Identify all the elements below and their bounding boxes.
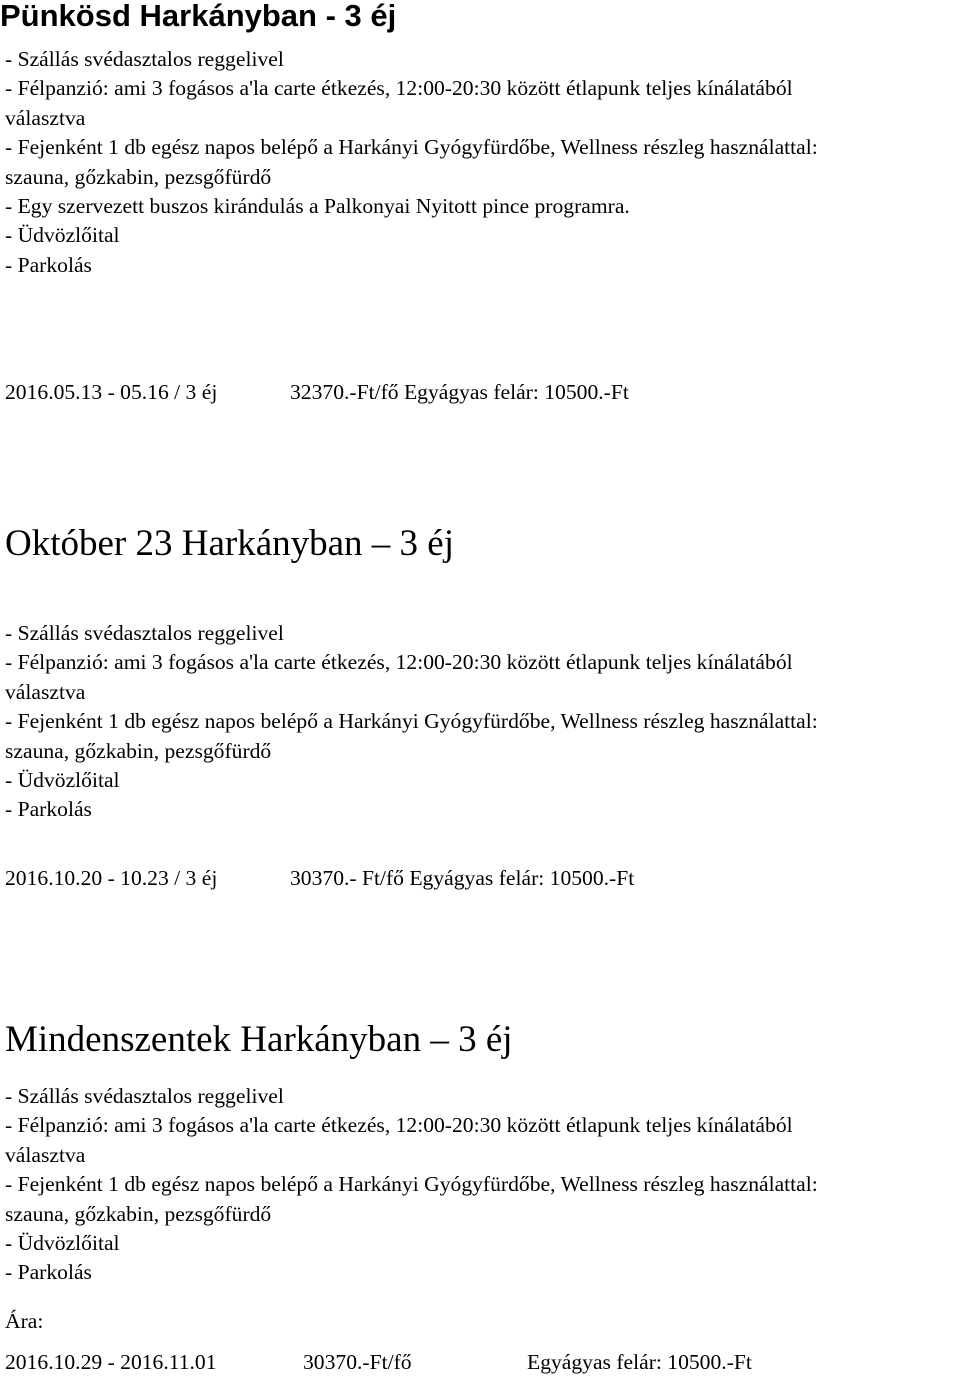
- inclusion-item: szauna, gőzkabin, pezsgőfürdő: [5, 1201, 272, 1226]
- offer-price: 30370.-Ft/fő: [303, 1350, 412, 1374]
- inclusion-item: - Szállás svédasztalos reggelivel: [5, 1084, 284, 1108]
- offer-title: Pünkösd Harkányban - 3 éj: [0, 0, 397, 33]
- offer-surcharge: Egyágyas felár: 10500.-Ft: [527, 1350, 752, 1374]
- inclusion-item: - Félpanzió: ami 3 fogásos a'la carte étkezés, 12:00-20:30 között étlapunk teljes kínálatából: [5, 76, 793, 101]
- inclusion-item: - Parkolás: [5, 252, 92, 277]
- inclusion-item: - Üdvözlőital: [5, 223, 120, 248]
- offer-date-price-row: [5, 377, 955, 407]
- inclusion-item: szauna, gőzkabin, pezsgőfürdő: [5, 164, 272, 189]
- inclusion-item: - Egy szervezett buszos kirándulás a Palkonyai Nyitott pince programra.: [5, 194, 630, 219]
- inclusion-item: - Félpanzió: ami 3 fogásos a'la carte étkezés, 12:00-20:30 között étlapunk teljes kínálatából: [5, 1113, 793, 1138]
- inclusion-item: - Szállás svédasztalos reggelivel: [5, 621, 284, 645]
- inclusion-item: - Félpanzió: ami 3 fogásos a'la carte étkezés, 12:00-20:30 között étlapunk teljes kínálatából: [5, 650, 793, 675]
- offer-title: Október 23 Harkányban – 3 éj: [5, 523, 455, 564]
- offer-title: Mindenszentek Harkányban – 3 éj: [5, 1019, 513, 1060]
- offer-price: 30370.- Ft/fő Egyágyas felár: 10500.-Ft: [290, 866, 635, 890]
- offer-dates: 2016.10.29 - 2016.11.01: [5, 1350, 217, 1374]
- inclusion-item: - Fejenként 1 db egész napos belépő a Harkányi Gyógyfürdőbe, Wellness részleg használattal:: [5, 1172, 818, 1197]
- inclusion-item: választva: [5, 679, 86, 704]
- inclusion-item: - Parkolás: [5, 797, 92, 822]
- offer-price: 32370.-Ft/fő Egyágyas felár: 10500.-Ft: [290, 380, 629, 404]
- inclusion-item: - Fejenként 1 db egész napos belépő a Harkányi Gyógyfürdőbe, Wellness részleg használattal:: [5, 135, 818, 160]
- offer-inclusions-list: [5, 619, 818, 825]
- offer-date-price-row: [5, 1347, 955, 1377]
- inclusion-item: választva: [5, 1142, 86, 1167]
- inclusion-item: - Üdvözlőital: [5, 1231, 120, 1256]
- offer-dates: 2016.10.20 - 10.23 / 3 éj: [5, 866, 218, 890]
- offer-dates: 2016.05.13 - 05.16 / 3 éj: [5, 380, 218, 404]
- inclusion-item: szauna, gőzkabin, pezsgőfürdő: [5, 738, 272, 763]
- inclusion-item: - Szállás svédasztalos reggelivel: [5, 47, 284, 71]
- inclusion-item: választva: [5, 105, 86, 130]
- inclusion-item: - Üdvözlőital: [5, 768, 120, 793]
- offer-inclusions-list: [5, 45, 818, 280]
- offer-inclusions-list: [5, 1082, 818, 1288]
- inclusion-item: - Fejenként 1 db egész napos belépő a Harkányi Gyógyfürdőbe, Wellness részleg használattal:: [5, 709, 818, 734]
- inclusion-item: - Parkolás: [5, 1260, 92, 1285]
- price-label: Ára:: [5, 1309, 44, 1333]
- offer-date-price-row: [5, 863, 955, 893]
